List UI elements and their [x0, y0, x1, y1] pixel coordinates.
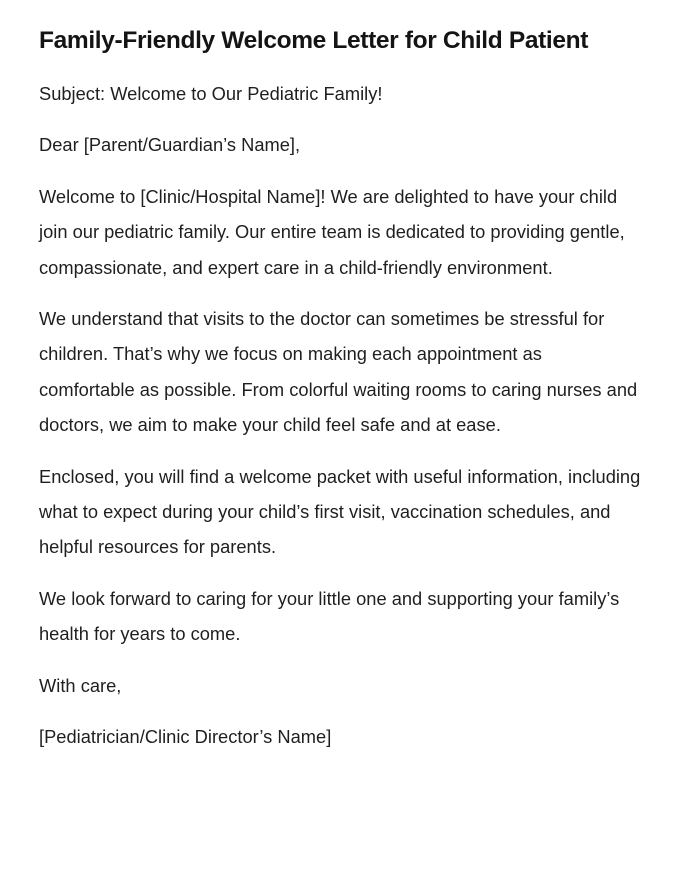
letter-paragraph-packet: Enclosed, you will find a welcome packet with useful information, including what to expect during your child’s first visit, vaccination schedules, and helpful resources for parents.	[39, 465, 641, 558]
letter-signoff: With care,	[39, 674, 122, 696]
letter-paragraph-comfort: We understand that visits to the doctor can sometimes be stressful for children. That’s why we focus on making each appointment as comfortable as possible. From colorful waiting rooms to caring nurses and doctors, we aim to make your child feel safe and at ease.	[39, 308, 638, 436]
letter-signature-name: [Pediatrician/Clinic Director’s Name]	[39, 726, 332, 748]
letter-salutation: Dear [Parent/Guardian’s Name],	[39, 134, 301, 156]
letter-paragraph-closing: We look forward to caring for your little one and supporting your family’s health for years to come.	[39, 587, 620, 645]
page-title: Family-Friendly Welcome Letter for Child Patient	[39, 27, 589, 54]
letter-paragraph-welcome: Welcome to [Clinic/Hospital Name]! We are delighted to have your child join our pediatric family. Our entire team is dedicated to providing gentle, compassionate, and expert care in a child-friendly environment.	[39, 185, 625, 278]
letter-subject-line: Subject: Welcome to Our Pediatric Family!	[39, 83, 383, 104]
